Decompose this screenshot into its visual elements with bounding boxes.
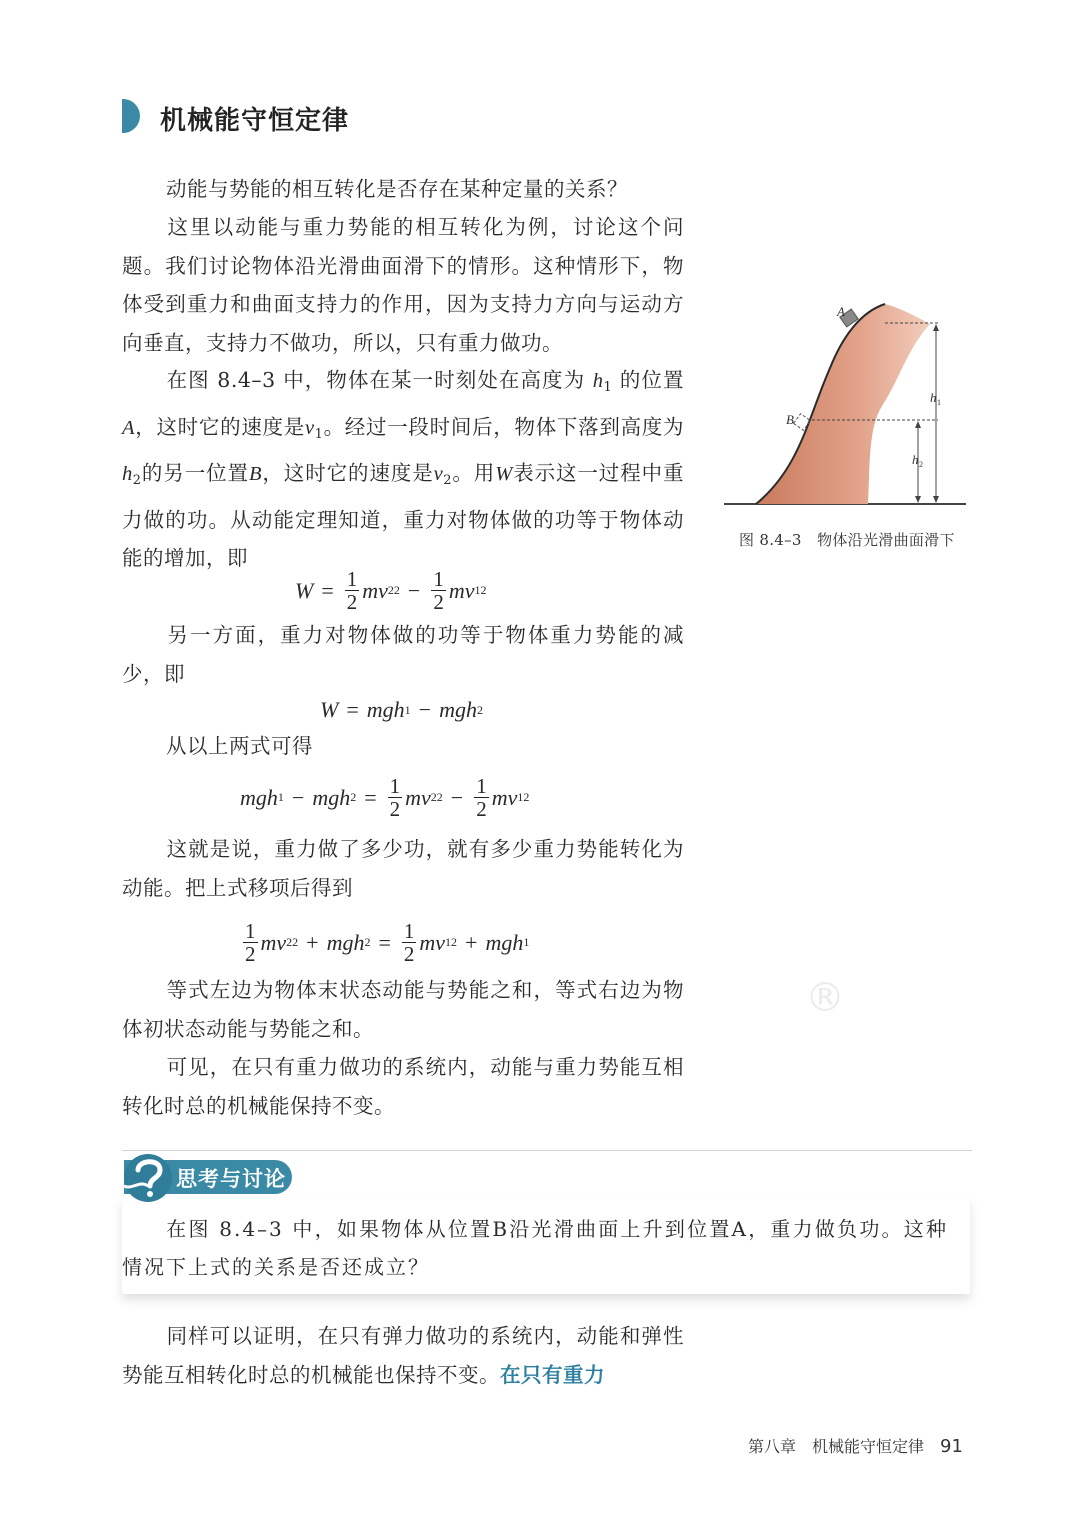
section-title: 机械能守恒定律: [160, 106, 350, 136]
figure-caption: 图 8.4–3 物体沿光滑曲面滑下: [739, 531, 955, 549]
figure-label-h1-sub: 1: [937, 398, 941, 407]
paragraph-6: 这就是说，重力做了多少功，就有多少重力势能转化为动能。把上式移项后得到: [122, 837, 684, 900]
figure-label-h2: h: [912, 452, 919, 467]
footer-chapter: 第八章 机械能守恒定律: [748, 1437, 925, 1456]
equation-potential: W = m g h 1 − m g h 2: [320, 697, 483, 722]
paragraph-9: 同样可以证明，在只有弹力做功的系统内，动能和弹性势能互相转化时总的机械能也保持不变。在只有重力: [122, 1324, 684, 1387]
think-divider: [122, 1150, 972, 1151]
paragraph-3: 在图 8.4–3 中，物体在某一时刻处在高度为 $h_1$ 的位置A，这时它的速度是$v_1$。经过一段时间后，物体下落到高度为$h_2$的另一位置B，这时它的速度是$v_2$。用W表示这一过程中重力做的功。从动能定理知道，重力对物体做的功等于物体动能的增加，即: [122, 368, 685, 570]
figure-label-A: A: [837, 304, 845, 319]
registered-watermark: ®: [805, 975, 845, 1021]
section-marker: [122, 99, 140, 133]
page-footer: [748, 1434, 963, 1457]
equation-kinetic: W = $\frac{1}{2}$ m v 2 2 − $\frac{1}{2}$ m v 1 2: [295, 567, 487, 614]
figure-slope-diagram: [720, 298, 970, 513]
highlighted-phrase: 在只有重力: [500, 1362, 605, 1387]
think-discuss-label: 思考与讨论: [176, 1167, 286, 1191]
paragraph-1: 动能与势能的相互转化是否存在某种定量的关系？: [166, 177, 628, 201]
figure-label-B: B: [786, 412, 794, 427]
paragraph-8: 可见，在只有重力做功的系统内，动能与重力势能互相转化时总的机械能保持不变。: [122, 1055, 684, 1118]
equation-combined: m g h 1 − m g h 2 = $\frac{1}{2}$ m v 2 2 − $\frac{1}{2}$ m v 1 2: [240, 774, 530, 821]
paragraph-5: 从以上两式可得: [166, 734, 313, 758]
paragraph-2: 这里以动能与重力势能的相互转化为例，讨论这个问题。我们讨论物体沿光滑曲面滑下的情形。这种情形下，物体受到重力和曲面支持力的作用，因为支持力方向与运动方向垂直，支持力不做功，所以，只有重力做功。: [122, 215, 684, 355]
paragraph-7: 等式左边为物体末状态动能与势能之和，等式右边为物体初状态动能与势能之和。: [122, 978, 684, 1041]
question-mark-icon: [122, 1150, 178, 1202]
think-discuss-text: 在图 8.4–3 中，如果物体从位置B沿光滑曲面上升到位置A，重力做负功。这种情况下上式的关系是否还成立？: [122, 1217, 948, 1279]
equation-conservation: $\frac{1}{2}$ m v 2 2 + m g h 2 = $\frac{1}{2}$ m v 1 2 + m g h 1: [245, 919, 530, 966]
figure-label-h1: h: [930, 390, 937, 405]
page-number: 91: [940, 1436, 963, 1457]
paragraph-4: 另一方面，重力对物体做的功等于物体重力势能的减少，即: [122, 623, 684, 686]
curved-slope: [756, 304, 930, 504]
figure-label-h2-sub: 2: [919, 460, 923, 469]
